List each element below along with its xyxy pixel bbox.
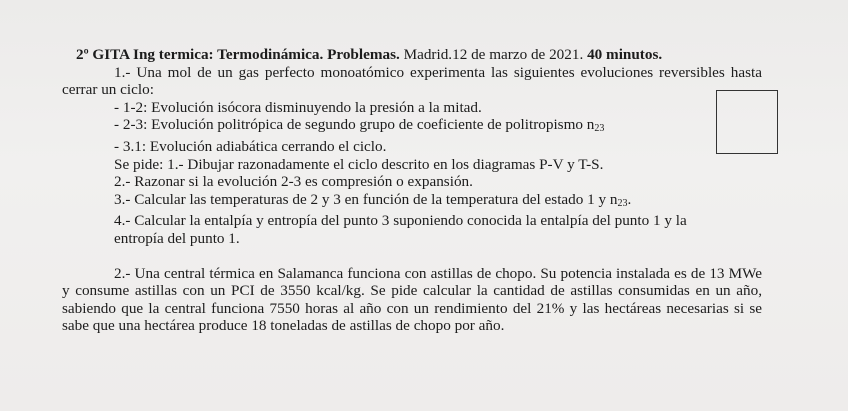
- question-4-cont: entropía del punto 1.: [114, 229, 240, 247]
- exam-content: [62, 46, 762, 335]
- course-title: 2º GITA Ing termica: Termodinámica. Problemas.: [76, 46, 400, 63]
- duration: 40 minutos.: [587, 46, 663, 63]
- question-4: 4.- Calcular la entalpía y entropía del punto 3 suponiendo conocida la entalpía del punto 1 y la: [114, 212, 687, 230]
- problem1-intro: 1.- Una mol de un gas perfecto monoatómico experimenta las siguientes evoluciones reversibles hasta cerrar un ciclo:: [62, 63, 762, 99]
- step2-subscript: 23: [594, 123, 605, 135]
- place-date: Madrid.12 de marzo de 2021.: [399, 46, 588, 63]
- answer-box: [716, 90, 778, 154]
- question-3: [62, 191, 762, 213]
- problem2-text: 2.- Una central térmica en Salamanca funciona con astillas de chopo. Su potencia instalada es de 13 MWe y consume astillas con un PCI de 3550 kcal/kg. Se pide calcular la cantidad de astillas consumidas en un año, sabiendo que la central funciona 7550 horas al año con un rendimiento del 21% y las hectáreas necesarias si se sabe que una hectárea produce 18 toneladas de astillas de chopo por año.: [62, 264, 762, 335]
- question-1: Se pide: 1.- Dibujar razonadamente el ciclo descrito en los diagramas P-V y T-S.: [114, 155, 604, 173]
- exam-header: [62, 46, 762, 64]
- question-3-text: 3.- Calcular las temperaturas de 2 y 3 en función de la temperatura del estado 1 y n: [114, 190, 618, 208]
- problem1-step-1: - 1-2: Evolución isócora disminuyendo la presión a la mitad.: [114, 98, 482, 116]
- problem1-step-3: - 3.1: Evolución adiabática cerrando el ciclo.: [114, 137, 387, 155]
- question-2: 2.- Razonar si la evolución 2-3 es compresión o expansión.: [114, 173, 473, 191]
- paragraph-gap: [62, 248, 762, 265]
- question-3-subscript: 23: [617, 197, 628, 209]
- question-3-end: .: [627, 190, 632, 208]
- step2-text: - 2-3: Evolución politrópica de segundo grupo de coeficiente de politropismo n: [114, 116, 595, 134]
- problem1-step-2: [62, 116, 762, 138]
